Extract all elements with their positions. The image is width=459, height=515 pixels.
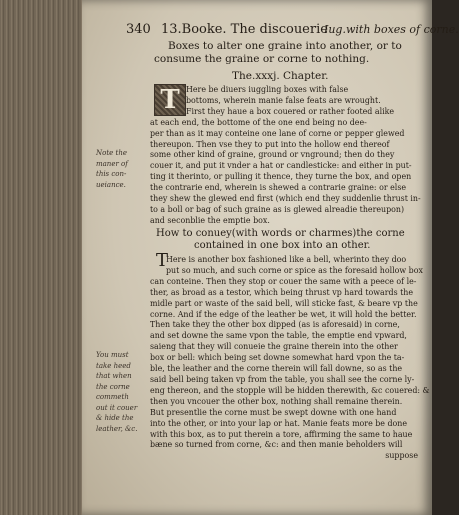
text-line: some other kind of graine, ground or vnground; then do they: [150, 150, 395, 160]
margin-note-line: take heed: [96, 361, 131, 370]
page-header: [126, 22, 459, 37]
text-line: and seconblie the emptie box.: [150, 215, 270, 225]
margin-note-line: ueiance.: [96, 180, 126, 189]
text-line: saieng that they will conueie the graine therein into the other: [150, 342, 398, 352]
text-line: they shew the glewed end first (which end they suddenlie thrust in-: [150, 194, 421, 204]
text-line: Then take they the other box dipped (as is aforesaid) in corne,: [150, 320, 400, 330]
margin-note-line: You must: [96, 351, 129, 359]
page-number: 340: [126, 22, 151, 37]
text-line: the contrarie end, wherein is shewed a contrarie graine: or else: [150, 183, 407, 193]
catchword: suppose: [385, 451, 418, 461]
text-line: First they haue a box couered or rather footed alike: [186, 106, 395, 116]
text-line: Here be diuers iuggling boxes with false: [186, 85, 349, 94]
margin-note-line: this con-: [96, 170, 127, 178]
text-line: couer it, and put it vnder a hat or candlesticke: and either in put-: [150, 161, 412, 171]
margin-note-1: [96, 148, 128, 190]
text-line: Here is another box fashioned like a bell, wherinto they doo: [166, 255, 407, 264]
text-line: at each end, the bottome of the one end being no dee-: [150, 117, 367, 127]
text-line: then you vncouer the other box, nothing shall remaine therein.: [150, 396, 403, 406]
text-line: corne. And if the edge of the leather be wet, it will hold the better.: [150, 309, 417, 319]
text-line: But presentlie the corne must be swept downe with one hand: [150, 407, 397, 417]
margin-note-line: commeth: [96, 393, 129, 401]
text-line: put so much, and such corne or spice as the foresaid hollow box: [166, 265, 423, 275]
section1-text: [150, 85, 426, 227]
ornamental-drop-cap: T: [154, 84, 186, 116]
margin-note-line: that when: [96, 372, 132, 380]
chapter-title: The.xxxj. Chapter.: [232, 70, 329, 82]
text-line: ble, the leather and the corne therein will fall downe, so as the: [150, 364, 403, 374]
margin-note-line: out it couer: [96, 403, 138, 412]
section2-heading-line-1: How to conuey(with words or charmes)the corne: [156, 228, 405, 239]
text-line: ther, as broad as a testor, which being thrust vp hard towards the: [150, 287, 414, 297]
margin-note-line: leather, &c.: [96, 424, 138, 433]
top-heading-line-2: consume the graine or corne to nothing.: [154, 53, 370, 65]
margin-note-2: [96, 350, 137, 434]
margin-note-line: Note the: [96, 149, 127, 157]
text-line: per than as it may conteine one lane of corne or pepper glewed: [150, 128, 405, 138]
text-line: midle part or waste of the said bell, will sticke fast, & beare vp the: [150, 298, 418, 308]
section2-heading-line-2: contained in one box into an other.: [194, 240, 371, 251]
running-head: Iug.with boxes of corne.: [324, 23, 459, 36]
margin-note-line: & hide the: [96, 414, 134, 422]
text-line: and set downe the same vpon the table, the emptie end vpward,: [150, 331, 407, 341]
text-line: can conteine. Then they stop or couer the same with a peece of le-: [150, 276, 417, 286]
text-line: eng thereon, and the stopple will be hidden therewith, &c couered: &: [150, 385, 430, 395]
book-title: 13.Booke. The discouerie: [160, 22, 328, 37]
margin-note-line: the corne: [96, 382, 130, 391]
margin-note-line: maner of: [96, 159, 128, 168]
text-line: bottoms, wherein manie false feats are wrought.: [186, 95, 381, 105]
text-line: box or bell: which being set downe somewhat hard vpon the ta-: [150, 353, 405, 363]
top-heading-line-1: Boxes to alter one graine into another, or to: [168, 40, 402, 52]
text-line: with this box, as to put therein a tore, affirming the same to haue: [150, 429, 413, 439]
text-line: thereupon. Then vse they to put into the hollow end thereof: [150, 139, 390, 149]
book-page: [82, 0, 459, 515]
text-line: ting it therinto, or pulling it thence, they turne the box, and open: [150, 172, 412, 182]
text-line: into the other, or into your lap or hat. Manie feats more be done: [150, 418, 408, 428]
drop-cap: T: [156, 250, 169, 271]
text-line: said bell being taken vp from the table, you shall see the corne ly-: [150, 374, 415, 384]
section2-text: [150, 255, 430, 462]
text-line: to a boll or bag of such graine as is glewed alreadie thereupon): [150, 204, 405, 214]
text-line: bæne so turned from corne, &c: and then manie beholders will: [150, 440, 403, 450]
